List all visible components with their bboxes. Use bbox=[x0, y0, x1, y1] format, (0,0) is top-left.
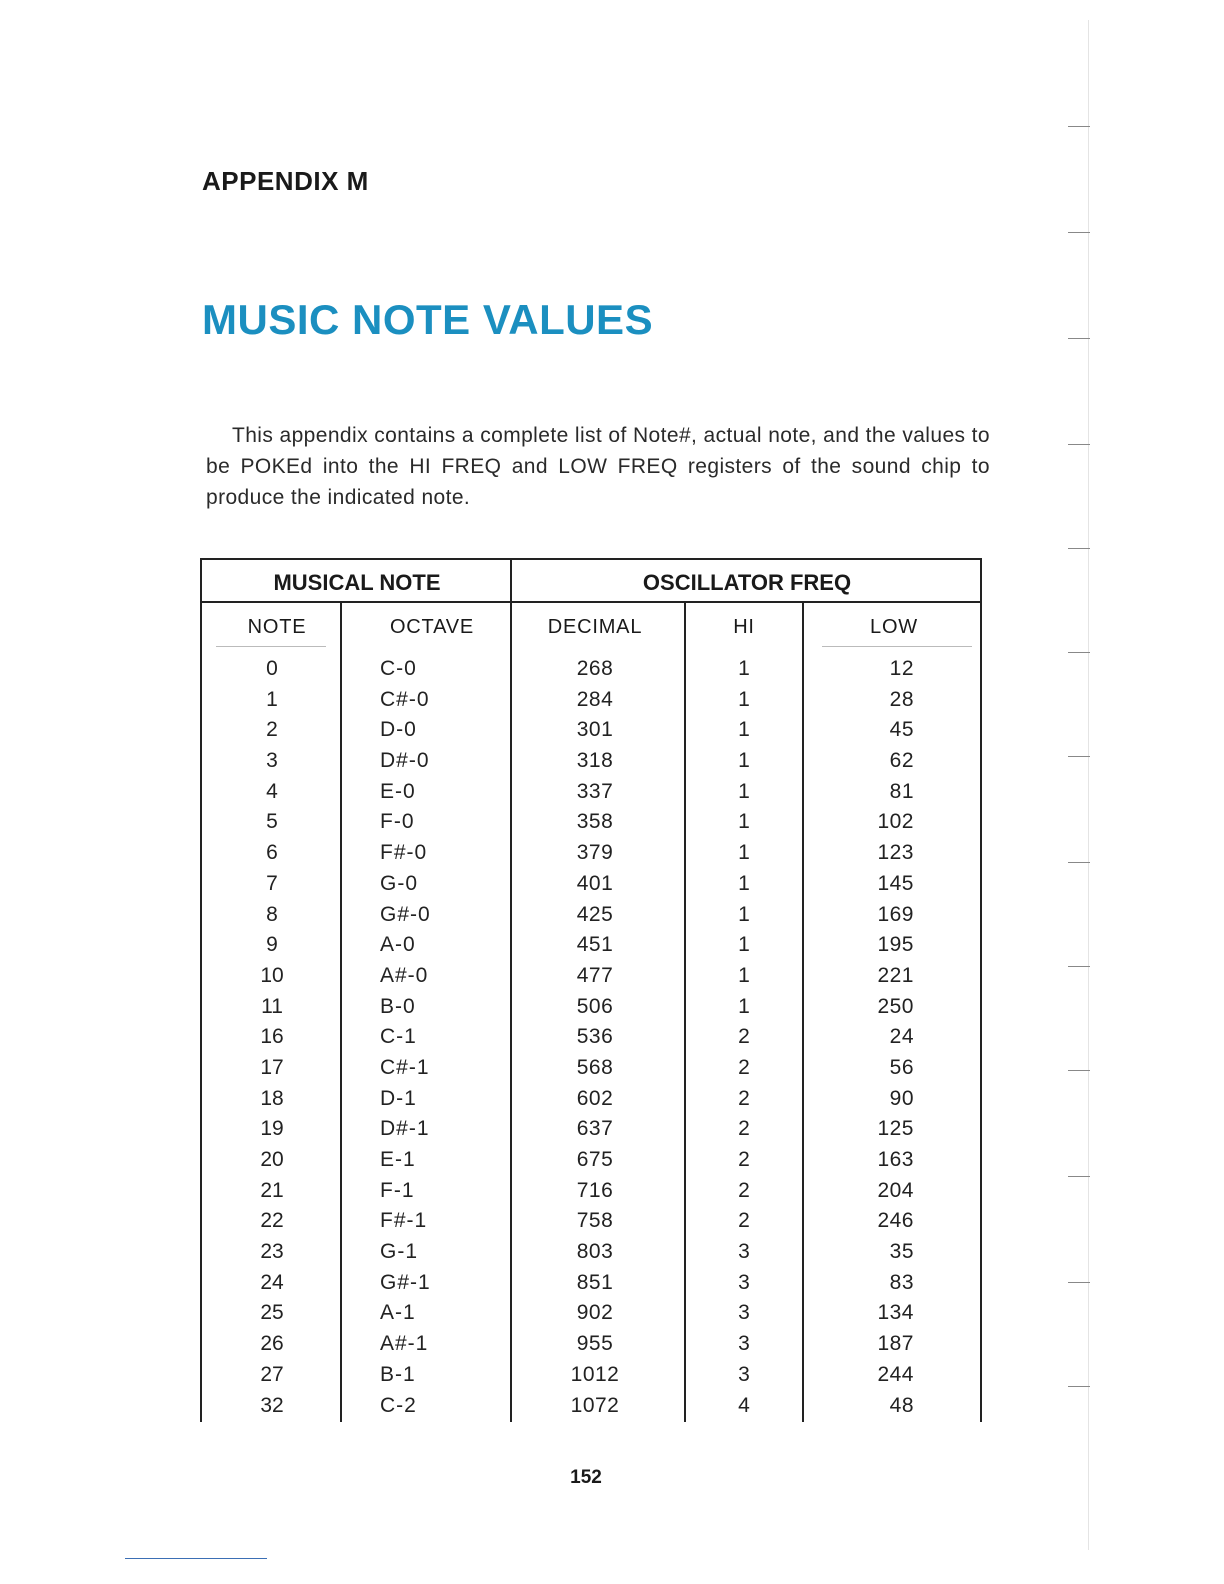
table-row bbox=[202, 1329, 980, 1360]
cell-low: 125 bbox=[877, 1117, 914, 1141]
cell-note: 9 bbox=[266, 933, 278, 957]
cell-octave: C-0 bbox=[380, 657, 417, 680]
cell-decimal: 1012 bbox=[570, 1362, 620, 1386]
cell-note: 32 bbox=[260, 1393, 284, 1417]
cell-hi: 2 bbox=[738, 1178, 750, 1202]
cell-hi: 2 bbox=[738, 1025, 750, 1049]
cell-decimal: 358 bbox=[576, 810, 614, 834]
cell-low: 246 bbox=[877, 1209, 914, 1233]
cell-low: 169 bbox=[877, 902, 914, 926]
cell-decimal: 637 bbox=[576, 1117, 614, 1141]
cell-octave: C#-0 bbox=[380, 687, 430, 711]
edge-mark bbox=[1068, 756, 1090, 757]
cell-octave: A#-0 bbox=[380, 963, 429, 987]
cell-note: 24 bbox=[260, 1270, 284, 1294]
cell-decimal: 758 bbox=[576, 1209, 614, 1233]
cell-octave: B-0 bbox=[380, 994, 416, 1018]
table-row bbox=[202, 930, 980, 961]
cell-octave: A-1 bbox=[380, 1301, 416, 1325]
cell-low: 56 bbox=[889, 1055, 914, 1079]
cell-low: 62 bbox=[889, 749, 914, 773]
cell-low: 28 bbox=[889, 687, 914, 711]
cell-low: 48 bbox=[889, 1393, 914, 1417]
cell-decimal: 955 bbox=[576, 1332, 614, 1356]
cell-octave: D#-1 bbox=[380, 1117, 430, 1141]
table-row bbox=[202, 1298, 980, 1329]
cell-octave: C-1 bbox=[380, 1025, 417, 1049]
cell-hi: 2 bbox=[738, 1209, 750, 1233]
header-rule bbox=[216, 646, 326, 647]
cell-note: 17 bbox=[260, 1055, 284, 1079]
table-body bbox=[202, 654, 980, 1421]
cell-hi: 4 bbox=[738, 1393, 750, 1417]
cell-decimal: 506 bbox=[576, 994, 614, 1018]
cell-hi: 3 bbox=[738, 1362, 750, 1386]
cell-note: 19 bbox=[260, 1117, 284, 1141]
cell-decimal: 716 bbox=[576, 1178, 614, 1202]
cell-hi: 1 bbox=[738, 902, 750, 926]
cell-note: 18 bbox=[260, 1086, 284, 1110]
cell-decimal: 803 bbox=[576, 1240, 614, 1264]
table-row bbox=[202, 746, 980, 777]
cell-octave: F-0 bbox=[380, 810, 415, 834]
bottom-rule bbox=[125, 1558, 267, 1559]
cell-decimal: 536 bbox=[576, 1025, 614, 1049]
edge-mark bbox=[1068, 1176, 1090, 1177]
appendix-label: APPENDIX M bbox=[202, 166, 369, 196]
cell-note: 25 bbox=[260, 1301, 284, 1325]
edge-mark bbox=[1068, 444, 1090, 445]
table-row bbox=[202, 1053, 980, 1084]
cell-decimal: 337 bbox=[576, 779, 614, 803]
cell-note: 2 bbox=[266, 718, 278, 742]
edge-mark bbox=[1068, 1282, 1090, 1283]
cell-low: 45 bbox=[889, 718, 914, 742]
group-header-oscillator-freq: OSCILLATOR FREQ bbox=[642, 570, 852, 595]
column-header-decimal: DECIMAL bbox=[547, 616, 643, 638]
cell-octave: C#-1 bbox=[380, 1055, 430, 1079]
cell-low: 221 bbox=[877, 963, 914, 987]
cell-octave: G#-1 bbox=[380, 1270, 431, 1294]
cell-note: 16 bbox=[260, 1025, 284, 1049]
cell-note: 4 bbox=[266, 779, 278, 803]
table-row bbox=[202, 1206, 980, 1237]
cell-decimal: 268 bbox=[576, 657, 614, 680]
cell-low: 90 bbox=[889, 1086, 914, 1110]
cell-hi: 3 bbox=[738, 1301, 750, 1325]
table-row bbox=[202, 1268, 980, 1299]
cell-note: 20 bbox=[260, 1148, 284, 1171]
edge-mark bbox=[1068, 652, 1090, 653]
cell-hi: 1 bbox=[738, 871, 750, 895]
cell-octave: E-0 bbox=[380, 779, 416, 803]
edge-mark bbox=[1068, 1070, 1090, 1071]
table-row bbox=[202, 1237, 980, 1268]
cell-note: 22 bbox=[260, 1209, 284, 1233]
edge-line bbox=[1088, 20, 1089, 1550]
cell-note: 11 bbox=[261, 994, 283, 1018]
table-row bbox=[202, 1145, 980, 1176]
cell-decimal: 318 bbox=[576, 749, 614, 773]
column-header-hi: HI bbox=[733, 616, 755, 638]
table-row bbox=[202, 961, 980, 992]
cell-octave: E-1 bbox=[380, 1148, 416, 1171]
cell-octave: B-1 bbox=[380, 1362, 416, 1386]
cell-low: 24 bbox=[889, 1025, 914, 1049]
cell-low: 35 bbox=[889, 1240, 914, 1264]
table-row bbox=[202, 900, 980, 931]
cell-hi: 1 bbox=[738, 994, 750, 1018]
cell-decimal: 401 bbox=[576, 871, 614, 895]
table-row bbox=[202, 1176, 980, 1207]
cell-octave: D-0 bbox=[380, 718, 417, 742]
cell-low: 12 bbox=[889, 657, 914, 680]
cell-low: 102 bbox=[877, 810, 914, 834]
cell-note: 6 bbox=[266, 841, 278, 865]
cell-decimal: 902 bbox=[576, 1301, 614, 1325]
cell-hi: 2 bbox=[738, 1086, 750, 1110]
note-values-table bbox=[200, 558, 982, 1422]
edge-mark bbox=[1068, 1386, 1090, 1387]
cell-hi: 2 bbox=[738, 1148, 750, 1171]
group-header-row bbox=[202, 560, 980, 603]
cell-octave: F#-1 bbox=[380, 1209, 428, 1233]
cell-note: 5 bbox=[266, 810, 278, 834]
cell-decimal: 675 bbox=[576, 1148, 614, 1171]
column-header-low: LOW bbox=[870, 616, 918, 638]
cell-low: 81 bbox=[889, 779, 914, 803]
table-row bbox=[202, 838, 980, 869]
cell-hi: 1 bbox=[738, 963, 750, 987]
cell-octave: A-0 bbox=[380, 933, 416, 957]
page-number: 152 bbox=[570, 1467, 602, 1488]
cell-decimal: 477 bbox=[576, 963, 614, 987]
cell-note: 7 bbox=[266, 871, 278, 895]
table-row bbox=[202, 1391, 980, 1422]
cell-note: 23 bbox=[260, 1240, 284, 1264]
table-row bbox=[202, 715, 980, 746]
page-title: MUSIC NOTE VALUES bbox=[202, 296, 654, 343]
cell-decimal: 1072 bbox=[570, 1393, 620, 1417]
cell-hi: 3 bbox=[738, 1270, 750, 1294]
cell-note: 26 bbox=[260, 1332, 284, 1356]
cell-octave: D-1 bbox=[380, 1086, 417, 1110]
intro-paragraph bbox=[206, 420, 990, 513]
cell-note: 21 bbox=[260, 1178, 284, 1202]
table-row bbox=[202, 1114, 980, 1145]
table-row bbox=[202, 654, 980, 685]
table-row bbox=[202, 1084, 980, 1115]
edge-mark bbox=[1068, 338, 1090, 339]
cell-low: 187 bbox=[877, 1332, 914, 1356]
cell-note: 1 bbox=[266, 687, 278, 711]
column-header-octave: OCTAVE bbox=[389, 616, 475, 638]
table-row bbox=[202, 807, 980, 838]
table-row bbox=[202, 777, 980, 808]
edge-mark bbox=[1068, 862, 1090, 863]
table-row bbox=[202, 1022, 980, 1053]
cell-low: 134 bbox=[877, 1301, 914, 1325]
cell-hi: 2 bbox=[738, 1117, 750, 1141]
cell-decimal: 301 bbox=[576, 718, 614, 742]
cell-hi: 1 bbox=[738, 810, 750, 834]
cell-hi: 2 bbox=[738, 1055, 750, 1079]
table-row bbox=[202, 992, 980, 1023]
intro-text: This appendix contains a complete list of Note#, actual note, and the values to be POKEd into the HI FREQ and LOW FREQ registers of the sound chip to produce the indicated note. bbox=[206, 424, 990, 509]
cell-decimal: 568 bbox=[576, 1055, 614, 1079]
table-row bbox=[202, 1360, 980, 1391]
table-row bbox=[202, 869, 980, 900]
cell-decimal: 851 bbox=[576, 1270, 614, 1294]
cell-hi: 3 bbox=[738, 1332, 750, 1356]
cell-low: 195 bbox=[877, 933, 914, 957]
header-rule bbox=[822, 646, 972, 647]
cell-low: 145 bbox=[877, 871, 914, 895]
cell-hi: 1 bbox=[738, 933, 750, 957]
cell-note: 27 bbox=[260, 1362, 284, 1386]
cell-low: 123 bbox=[877, 841, 914, 865]
group-header-musical-note: MUSICAL NOTE bbox=[273, 570, 441, 595]
cell-octave: A#-1 bbox=[380, 1332, 429, 1356]
cell-hi: 1 bbox=[738, 841, 750, 865]
cell-low: 83 bbox=[889, 1270, 914, 1294]
cell-octave: C-2 bbox=[380, 1393, 417, 1417]
cell-decimal: 379 bbox=[576, 841, 614, 865]
cell-low: 244 bbox=[877, 1362, 914, 1386]
cell-decimal: 451 bbox=[576, 933, 614, 957]
edge-mark bbox=[1068, 548, 1090, 549]
cell-low: 250 bbox=[877, 994, 914, 1018]
cell-low: 163 bbox=[877, 1148, 914, 1171]
cell-octave: F#-0 bbox=[380, 841, 428, 865]
cell-hi: 1 bbox=[738, 687, 750, 711]
table-row bbox=[202, 685, 980, 716]
edge-mark bbox=[1068, 126, 1090, 127]
cell-octave: F-1 bbox=[380, 1178, 415, 1202]
cell-note: 10 bbox=[260, 963, 284, 987]
cell-note: 3 bbox=[266, 749, 278, 773]
cell-hi: 1 bbox=[738, 657, 750, 680]
cell-note: 0 bbox=[266, 657, 278, 680]
edge-mark bbox=[1068, 966, 1090, 967]
cell-decimal: 284 bbox=[576, 687, 614, 711]
cell-octave: G#-0 bbox=[380, 902, 431, 926]
edge-mark bbox=[1068, 232, 1090, 233]
column-header-note: NOTE bbox=[247, 616, 307, 638]
cell-hi: 1 bbox=[738, 779, 750, 803]
cell-note: 8 bbox=[266, 902, 278, 926]
cell-decimal: 602 bbox=[576, 1086, 614, 1110]
cell-octave: G-0 bbox=[380, 871, 419, 895]
cell-hi: 1 bbox=[738, 749, 750, 773]
cell-decimal: 425 bbox=[576, 902, 614, 926]
cell-hi: 3 bbox=[738, 1240, 750, 1264]
cell-hi: 1 bbox=[738, 718, 750, 742]
cell-octave: G-1 bbox=[380, 1240, 419, 1264]
cell-octave: D#-0 bbox=[380, 749, 430, 773]
cell-low: 204 bbox=[877, 1178, 914, 1202]
